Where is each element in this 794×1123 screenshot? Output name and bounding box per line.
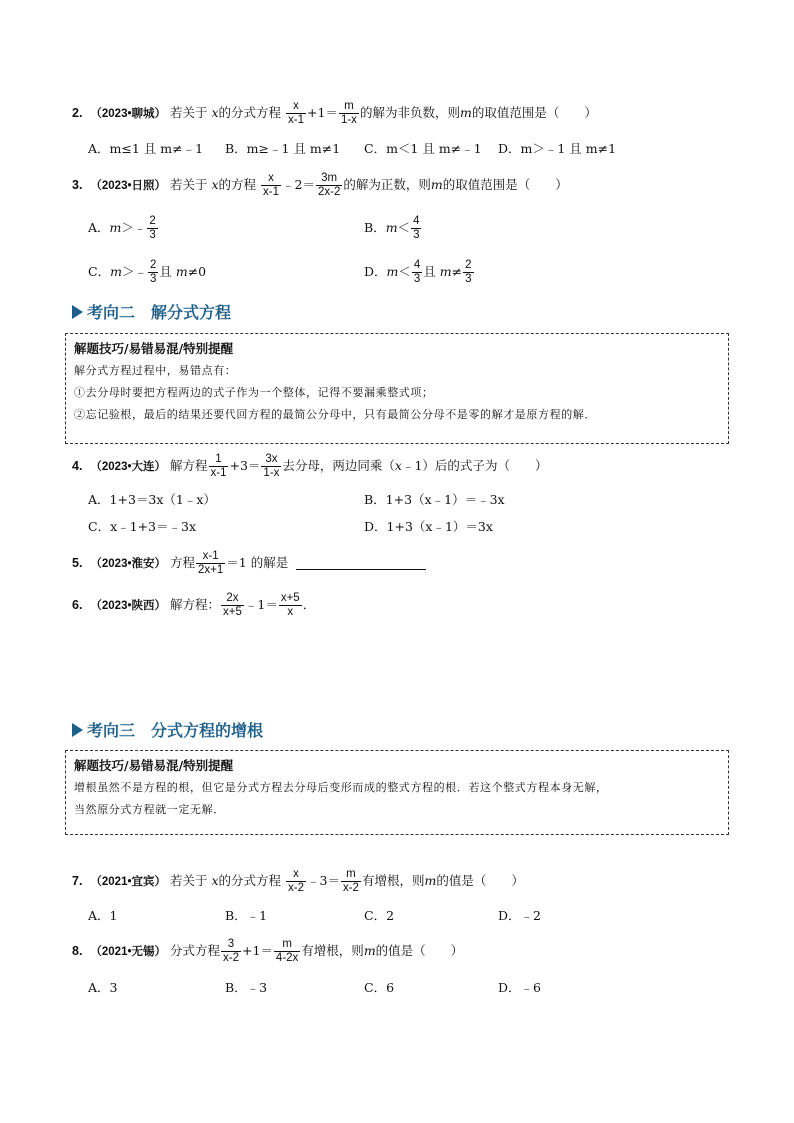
fraction: $\frac{4}{3}$ [413,259,421,285]
tip-box [65,750,729,835]
question-number: 6. [72,598,83,612]
option-d: D．﹣6 [498,980,541,995]
stem-text: 的值是（ ） [436,873,524,888]
fraction: $\frac{2}{3}$ [149,259,157,285]
option-a: A．m≤1 且 m≠﹣1 [88,141,204,156]
fraction: $\frac{2x}{x+5}$ [223,592,242,618]
section-heading [72,718,263,741]
fraction: $\frac{m}{1-x}$ [340,100,357,126]
stem-text: ＝1 的解是 [226,555,289,570]
tip-title: 解题技巧/易错易混/特别提醒 [74,758,234,773]
fraction: $\frac{3x}{1-x}$ [263,453,280,479]
question-5-stem [72,550,426,577]
stem-text: 的解为正数，则 [343,177,431,192]
tip-line: 增根虽然不是方程的根，但它是分式方程去分母后变形而成的整式方程的根．若这个整式方程本身无解， [74,781,608,794]
stem-text: 有增根，则 [361,873,425,888]
fraction: $\frac{3}{x-2}$ [223,938,239,964]
stem-text: 的分式方程 [218,105,282,120]
tip-line: 解分式方程过程中，易错点有： [74,364,237,377]
fraction: $\frac{x-1}{2x+1}$ [198,550,224,576]
question-number: 5. [72,556,83,570]
question-2-stem [72,100,597,127]
stem-text: 的值是（ ） [375,943,464,958]
fraction: $\frac{x+5}{x}$ [280,592,300,618]
option-c: C．m＜1 且 m≠﹣1 [364,141,482,156]
option-b: B．1+3（x﹣1）＝﹣3x [364,492,505,507]
tip-box [65,333,729,444]
stem-text: 分式方程 [169,943,220,958]
stem-text: 若关于 [169,177,212,192]
stem-text: 方程 [169,555,195,570]
question-number: 8. [72,944,83,958]
option-c: C．x﹣1+3＝﹣3x [88,519,196,534]
fraction: $\frac{1}{x-1}$ [210,453,227,479]
fraction: $\frac{3m}{2x-2}$ [317,172,341,198]
section-heading [72,300,231,323]
section-subtitle: 分式方程的增根 [151,721,264,740]
tip-title: 解题技巧/易错易混/特别提醒 [74,341,234,356]
variable-m: m [363,943,376,958]
variable-x: x [394,458,402,473]
stem-text: 的分式方程 [218,873,282,888]
option-c: C．2 [364,908,395,923]
stem-text: 若关于 [169,105,212,120]
question-4-stem [72,453,547,480]
option-d: D．﹣2 [498,908,541,923]
option-a: A．1 [88,908,118,923]
option-b: B．m≥﹣1 且 m≠1 [225,141,341,156]
question-source: （2023•陕西） [90,600,166,612]
option-d: D．m＜ $\frac{4}{3}$ 且 m≠ $\frac{2}{3}$ [364,259,472,285]
question-3-stem [72,172,568,199]
tip-line: ①去分母时要把方程两边的式子作为一个整体，记得不要漏乘整式项； [74,386,434,399]
question-source: （2023•聊城） [90,108,166,120]
stem-text: 的方程 [218,177,257,192]
option-b: B．﹣1 [225,908,268,923]
question-source: （2023•淮安） [90,558,166,570]
question-number: 3. [72,178,83,192]
fraction: $\frac{m}{4-2x}$ [275,938,299,964]
variable-m: m [424,873,437,888]
stem-text: +3＝ [229,458,261,473]
variable-m: m [430,177,443,192]
section-title: 考向三 [87,721,136,740]
question-number: 7. [72,874,83,888]
fraction: $\frac{x}{x-1}$ [263,172,280,198]
variable-m: m [459,105,472,120]
question-number: 4. [72,459,83,473]
fraction: $\frac{2}{3}$ [149,215,156,241]
option-d: D．1+3（x﹣1）＝3x [364,519,493,534]
section-title: 考向二 [87,303,136,322]
tip-line: ②忘记验根，最后的结果还要代回方程的最简公分母中，只有最简公分母不是零的解才是原方程的解． [74,408,596,421]
question-8-stem [72,938,463,965]
stem-text: 有增根，则 [301,943,364,958]
stem-text: ﹣2＝ [282,177,315,192]
stem-text: 解方程： [169,597,220,612]
triangle-bullet-icon [72,723,83,737]
option-d: D．m＞﹣1 且 m≠1 [498,141,617,156]
answer-blank[interactable] [296,557,426,570]
question-source: （2021•宜宾） [90,876,166,888]
option-c: C．6 [364,980,395,995]
option-c: C．m＞﹣ $\frac{2}{3}$ 且 m≠0 [88,259,207,285]
stem-text: 去分母，两边同乘（ [282,458,395,473]
option-a: A．1+3＝3x（1﹣x） [88,492,216,507]
stem-text: 解方程 [169,458,208,473]
fraction: $\frac{2}{3}$ [465,259,472,285]
stem-text: 的取值范围是（ ） [442,177,568,192]
question-source: （2023•日照） [90,180,166,192]
stem-text: 的取值范围是（ ） [471,105,597,120]
variable-x: x [211,177,219,192]
variable-x: x [211,105,219,120]
stem-text: ﹣3＝ [307,873,340,888]
question-source: （2021•无锡） [90,946,166,958]
option-a: A．m＞﹣ $\frac{2}{3}$ [88,215,156,241]
stem-text: +1＝ [307,105,338,120]
fraction: $\frac{x}{x-2}$ [288,868,305,894]
stem-text: +1＝ [241,943,273,958]
tip-line: 当然原分式方程就一定无解． [74,803,225,816]
option-b: B．﹣3 [225,980,268,995]
fraction: $\frac{4}{3}$ [413,215,420,241]
fraction: $\frac{m}{x-2}$ [342,868,359,894]
section-subtitle: 解分式方程 [151,303,232,322]
stem-text: 若关于 [169,873,212,888]
question-6-stem [72,592,315,619]
question-number: 2. [72,106,83,120]
question-source: （2023•大连） [90,461,166,473]
option-a: A．3 [88,980,118,995]
variable-x: x [211,873,219,888]
fraction: $\frac{x}{x-1}$ [288,100,305,126]
option-b: B．m＜ $\frac{4}{3}$ [364,215,420,241]
triangle-bullet-icon [72,305,83,319]
stem-text: ． [302,597,316,612]
stem-text: ﹣1＝ [244,597,278,612]
question-7-stem [72,868,524,895]
stem-text: ﹣1）后的式子为（ ） [401,458,548,473]
stem-text: 的解为非负数，则 [359,105,460,120]
